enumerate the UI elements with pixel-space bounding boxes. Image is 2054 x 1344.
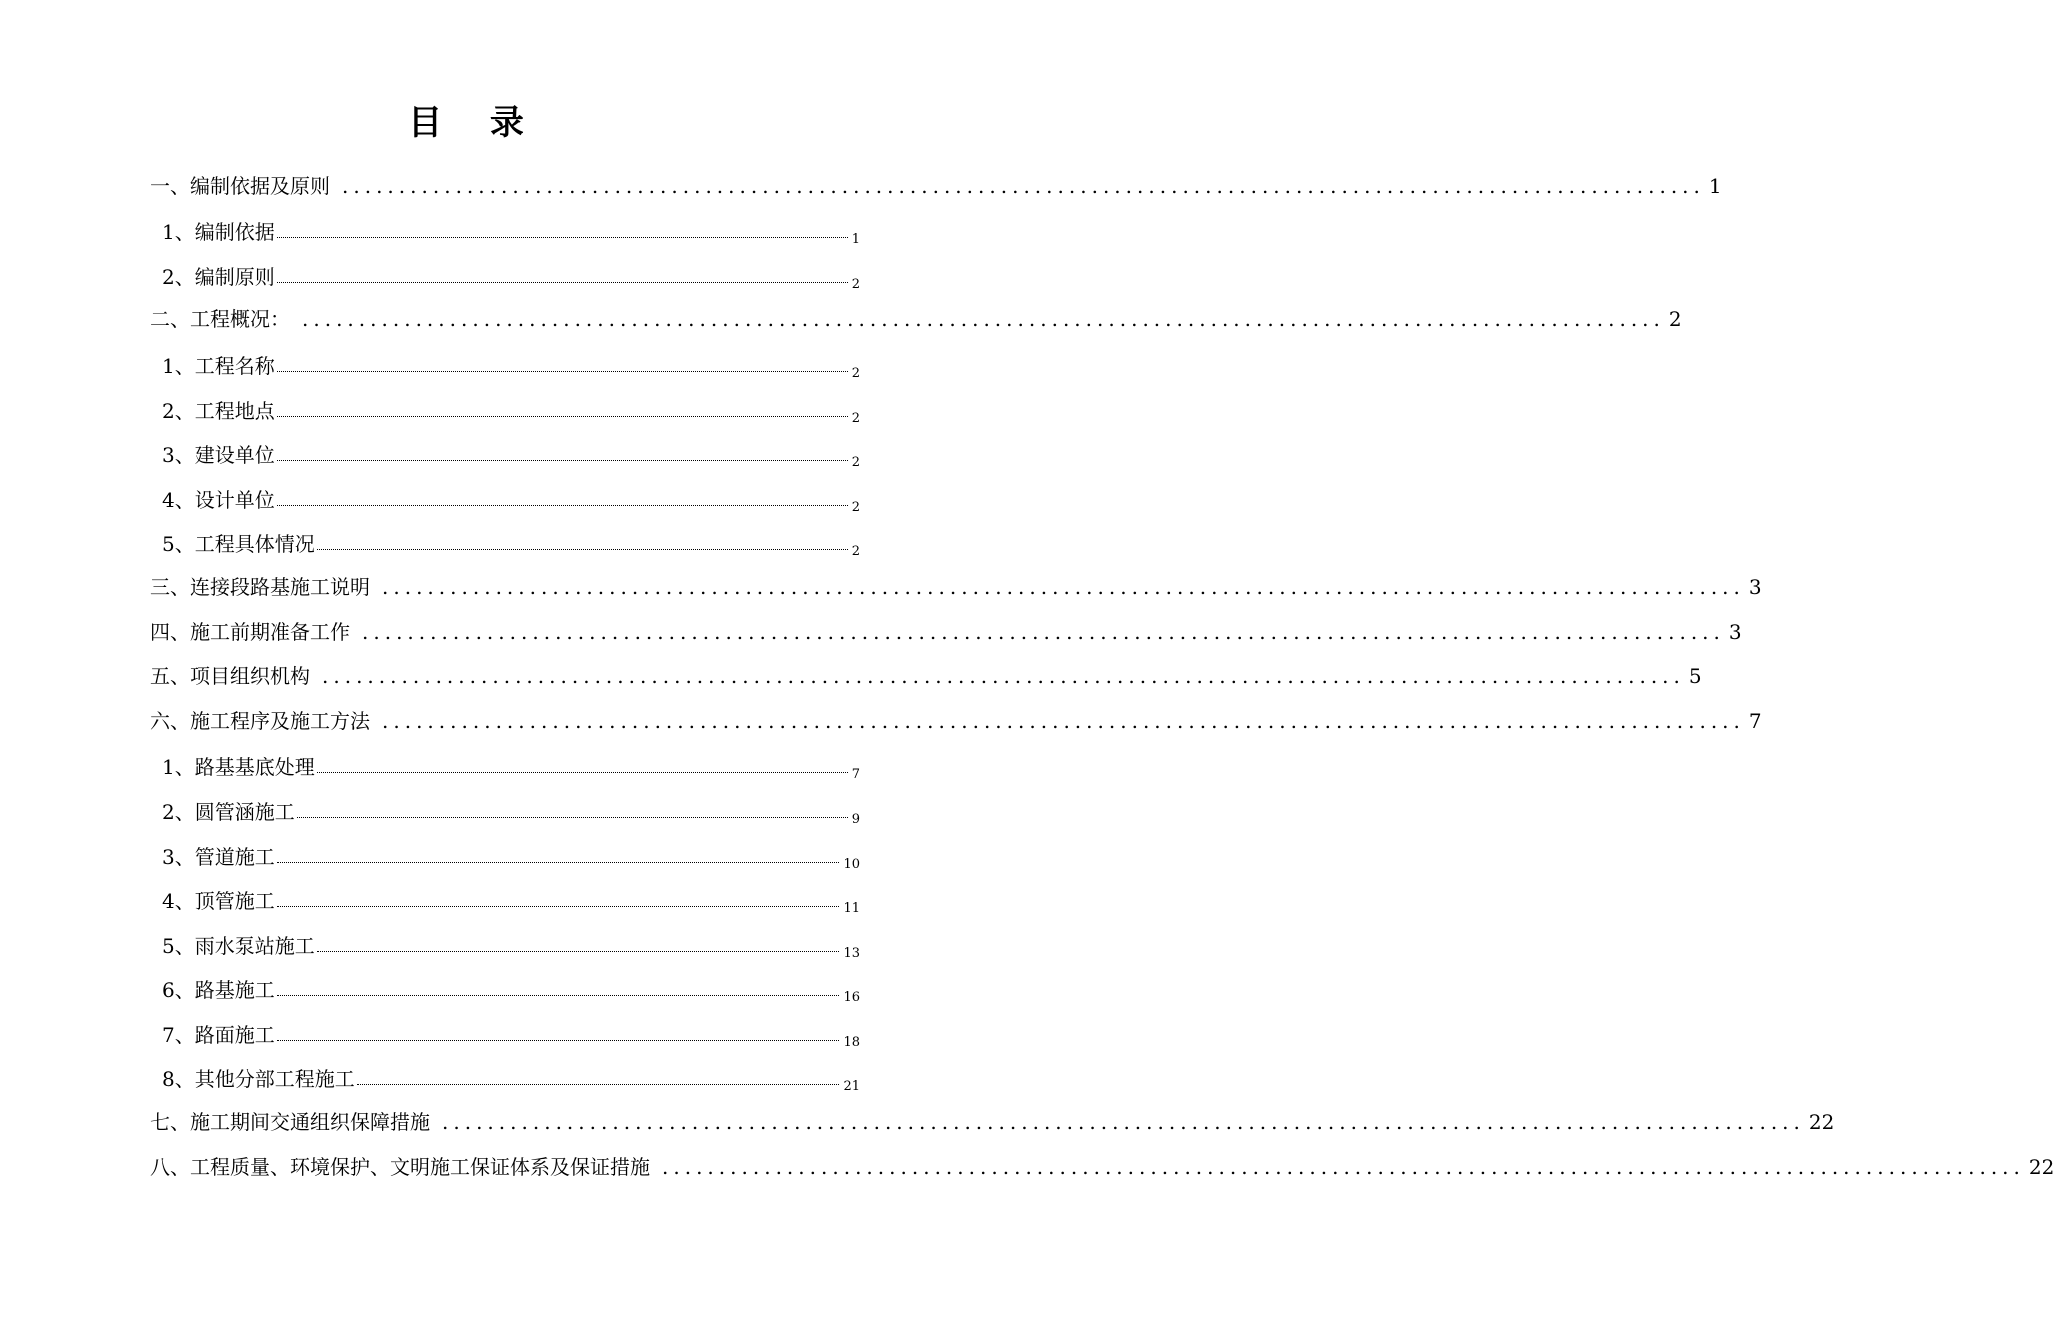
toc-entry-title: 七、施工期间交通组织保障措施	[150, 1110, 430, 1135]
toc-entry-title: 六、施工程序及施工方法	[150, 708, 370, 733]
toc-leader-dots: ........................................................................................................................	[362, 619, 1725, 644]
toc-page-number: 2	[851, 410, 860, 426]
toc-entry-title: 4、设计单位	[162, 487, 275, 512]
toc-leader-dots	[277, 371, 848, 372]
toc-page-number: 18	[843, 1034, 860, 1050]
toc-leader-dots	[357, 1084, 840, 1085]
toc-leader-dots	[277, 237, 848, 238]
toc-page-number: 1	[1708, 173, 1722, 198]
toc-leader-dots	[277, 416, 848, 417]
toc-entry-title: 2、编制原则	[162, 264, 275, 289]
toc-entry[interactable]	[150, 383, 860, 428]
toc-page-number: 22	[1808, 1110, 1835, 1135]
toc-entry-title: 1、工程名称	[162, 353, 275, 378]
toc-entry-title: 三、连接段路基施工说明	[150, 574, 370, 599]
toc-entry[interactable]	[150, 249, 860, 294]
toc-page-number: 7	[851, 767, 860, 783]
toc-entry[interactable]	[150, 160, 1722, 205]
toc-leader-dots	[277, 862, 840, 863]
toc-entry[interactable]	[150, 874, 860, 919]
toc-page-number: 2	[851, 276, 860, 292]
toc-page-number: 21	[843, 1079, 860, 1095]
toc-page-number: 2	[851, 455, 860, 471]
toc-leader-dots	[277, 1040, 840, 1041]
toc-entry[interactable]	[150, 205, 860, 250]
toc-leader-dots	[277, 505, 848, 506]
toc-leader-dots	[277, 995, 840, 996]
toc-entry[interactable]	[150, 1052, 860, 1097]
toc-leader-dots: ........................................................................................................................	[442, 1110, 1805, 1135]
toc-page-number: 7	[1748, 708, 1762, 733]
table-of-contents	[150, 160, 2054, 1186]
toc-entry-title: 3、建设单位	[162, 443, 275, 468]
toc-entry[interactable]	[150, 918, 860, 963]
toc-leader-dots: ........................................................................................................................	[322, 664, 1685, 689]
toc-page-number: 2	[851, 544, 860, 560]
toc-page-number: 2	[1668, 307, 1682, 332]
toc-entry[interactable]	[150, 472, 860, 517]
toc-entry[interactable]	[150, 338, 860, 383]
toc-entry-title: 6、路基施工	[162, 978, 275, 1003]
toc-entry-title: 八、工程质量、环境保护、文明施工保证体系及保证措施	[150, 1154, 650, 1179]
toc-page-number: 2	[851, 365, 860, 381]
toc-entry[interactable]	[150, 517, 860, 562]
toc-page-number: 2	[851, 499, 860, 515]
toc-leader-dots: ........................................................................................................................	[342, 173, 1705, 198]
toc-entry-title: 一、编制依据及原则	[150, 173, 330, 198]
toc-page-number: 13	[843, 945, 860, 961]
toc-entry[interactable]	[150, 1141, 2054, 1186]
toc-entry-title: 4、顶管施工	[162, 889, 275, 914]
toc-entry-title: 3、管道施工	[162, 844, 275, 869]
toc-page-number: 22	[2028, 1154, 2054, 1179]
toc-entry[interactable]	[150, 963, 860, 1008]
toc-entry-title: 二、工程概况：	[150, 307, 290, 332]
toc-entry-title: 5、工程具体情况	[162, 532, 315, 557]
toc-entry-title: 五、项目组织机构	[150, 664, 310, 689]
toc-page-number: 3	[1748, 574, 1762, 599]
toc-page-number: 10	[843, 856, 860, 872]
toc-entry[interactable]	[150, 428, 860, 473]
toc-leader-dots	[277, 906, 840, 907]
toc-leader-dots	[277, 282, 848, 283]
page-title: 目 录	[408, 103, 542, 143]
toc-entry[interactable]	[150, 829, 860, 874]
toc-page-number: 16	[843, 990, 860, 1006]
toc-leader-dots	[317, 951, 840, 952]
toc-entry[interactable]	[150, 1096, 1835, 1141]
toc-entry-title: 5、雨水泵站施工	[162, 933, 315, 958]
toc-page-number: 1	[851, 232, 860, 248]
toc-entry[interactable]	[150, 695, 1762, 740]
toc-page-number: 5	[1688, 664, 1702, 689]
toc-entry[interactable]	[150, 294, 1682, 339]
toc-page-number: 11	[843, 901, 860, 917]
toc-leader-dots: ........................................................................................................................	[382, 708, 1745, 733]
toc-leader-dots: ........................................................................................................................	[382, 574, 1745, 599]
toc-entry-title: 2、圆管涵施工	[162, 799, 295, 824]
toc-leader-dots: ........................................................................................................................	[302, 307, 1665, 332]
toc-entry-title: 1、路基基底处理	[162, 755, 315, 780]
toc-leader-dots	[277, 460, 848, 461]
toc-page-number: 9	[851, 811, 860, 827]
toc-entry[interactable]	[150, 1007, 860, 1052]
toc-entry[interactable]	[150, 561, 1762, 606]
toc-leader-dots	[317, 772, 848, 773]
toc-entry-title: 四、施工前期准备工作	[150, 619, 350, 644]
toc-entry-title: 7、路面施工	[162, 1022, 275, 1047]
toc-page-number: 3	[1728, 619, 1742, 644]
toc-entry-title: 1、编制依据	[162, 220, 275, 245]
toc-leader-dots	[317, 549, 848, 550]
toc-entry[interactable]	[150, 784, 860, 829]
toc-entry[interactable]	[150, 651, 1702, 696]
toc-entry[interactable]	[150, 606, 1742, 651]
toc-leader-dots: ........................................................................................................................	[662, 1154, 2025, 1179]
toc-entry-title: 8、其他分部工程施工	[162, 1067, 355, 1092]
toc-entry[interactable]	[150, 740, 860, 785]
toc-leader-dots	[297, 817, 848, 818]
toc-entry-title: 2、工程地点	[162, 398, 275, 423]
